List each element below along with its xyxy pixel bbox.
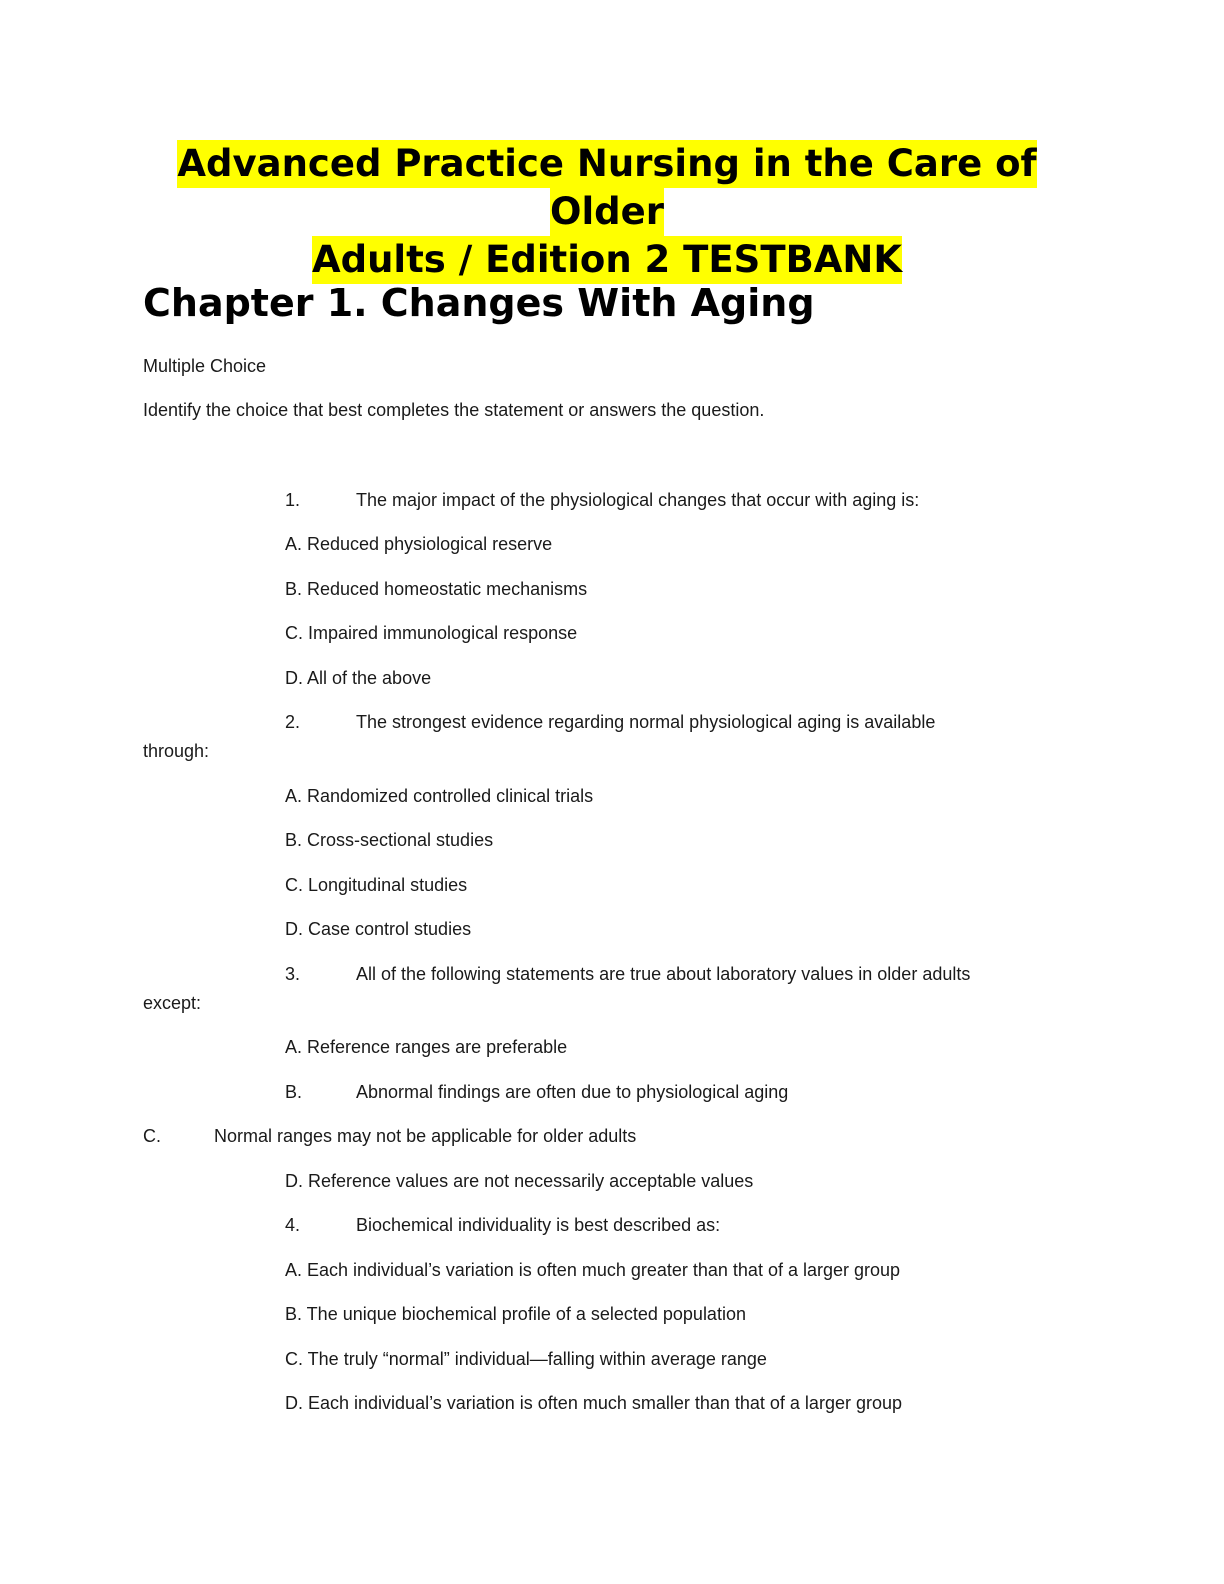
answer-option: A. Reduced physiological reserve (285, 534, 553, 554)
answer-option-letter: B. (285, 1082, 303, 1102)
answer-option: D. Case control studies (285, 919, 472, 939)
question-stem-continuation: except: (143, 993, 202, 1013)
chapter-heading: Chapter 1. Changes With Aging (143, 281, 815, 325)
title-line-1: Advanced Practice Nursing in the Care of Older (177, 140, 1036, 236)
answer-option: B. The unique biochemical profile of a selected population (285, 1304, 746, 1324)
question-number: 4. (285, 1215, 301, 1235)
question-stem: The strongest evidence regarding normal physiological aging is available (356, 712, 936, 732)
answer-option: D. All of the above (285, 668, 432, 688)
title-line-2: Adults / Edition 2 TESTBANK (312, 236, 902, 284)
answer-option: B. Cross-sectional studies (285, 830, 494, 850)
question-number: 2. (285, 712, 301, 732)
question-stem-continuation: through: (143, 741, 210, 761)
answer-option-text: Normal ranges may not be applicable for older adults (214, 1126, 637, 1146)
section-label: Multiple Choice (143, 356, 267, 376)
question-stem: All of the following statements are true about laboratory values in older adults (356, 964, 971, 984)
answer-option-letter: C. (143, 1126, 161, 1146)
answer-option-text: Abnormal findings are often due to physiological aging (356, 1082, 789, 1102)
answer-option: C. Impaired immunological response (285, 623, 578, 643)
answer-option: C. The truly “normal” individual—falling within average range (285, 1349, 767, 1369)
question-number: 1. (285, 490, 301, 510)
question-stem: The major impact of the physiological changes that occur with aging is: (356, 490, 920, 510)
answer-option: A. Reference ranges are preferable (285, 1037, 568, 1057)
question-stem: Biochemical individuality is best described as: (356, 1215, 721, 1235)
instructions: Identify the choice that best completes the statement or answers the question. (143, 400, 765, 420)
question-number: 3. (285, 964, 301, 984)
answer-option: D. Reference values are not necessarily acceptable values (285, 1171, 754, 1191)
document-title (143, 140, 1071, 284)
answer-option: A. Each individual’s variation is often much greater than that of a larger group (285, 1260, 901, 1280)
answer-option: B. Reduced homeostatic mechanisms (285, 579, 588, 599)
answer-option: C. Longitudinal studies (285, 875, 468, 895)
answer-option: D. Each individual’s variation is often much smaller than that of a larger group (285, 1393, 902, 1413)
answer-option: A. Randomized controlled clinical trials (285, 786, 594, 806)
